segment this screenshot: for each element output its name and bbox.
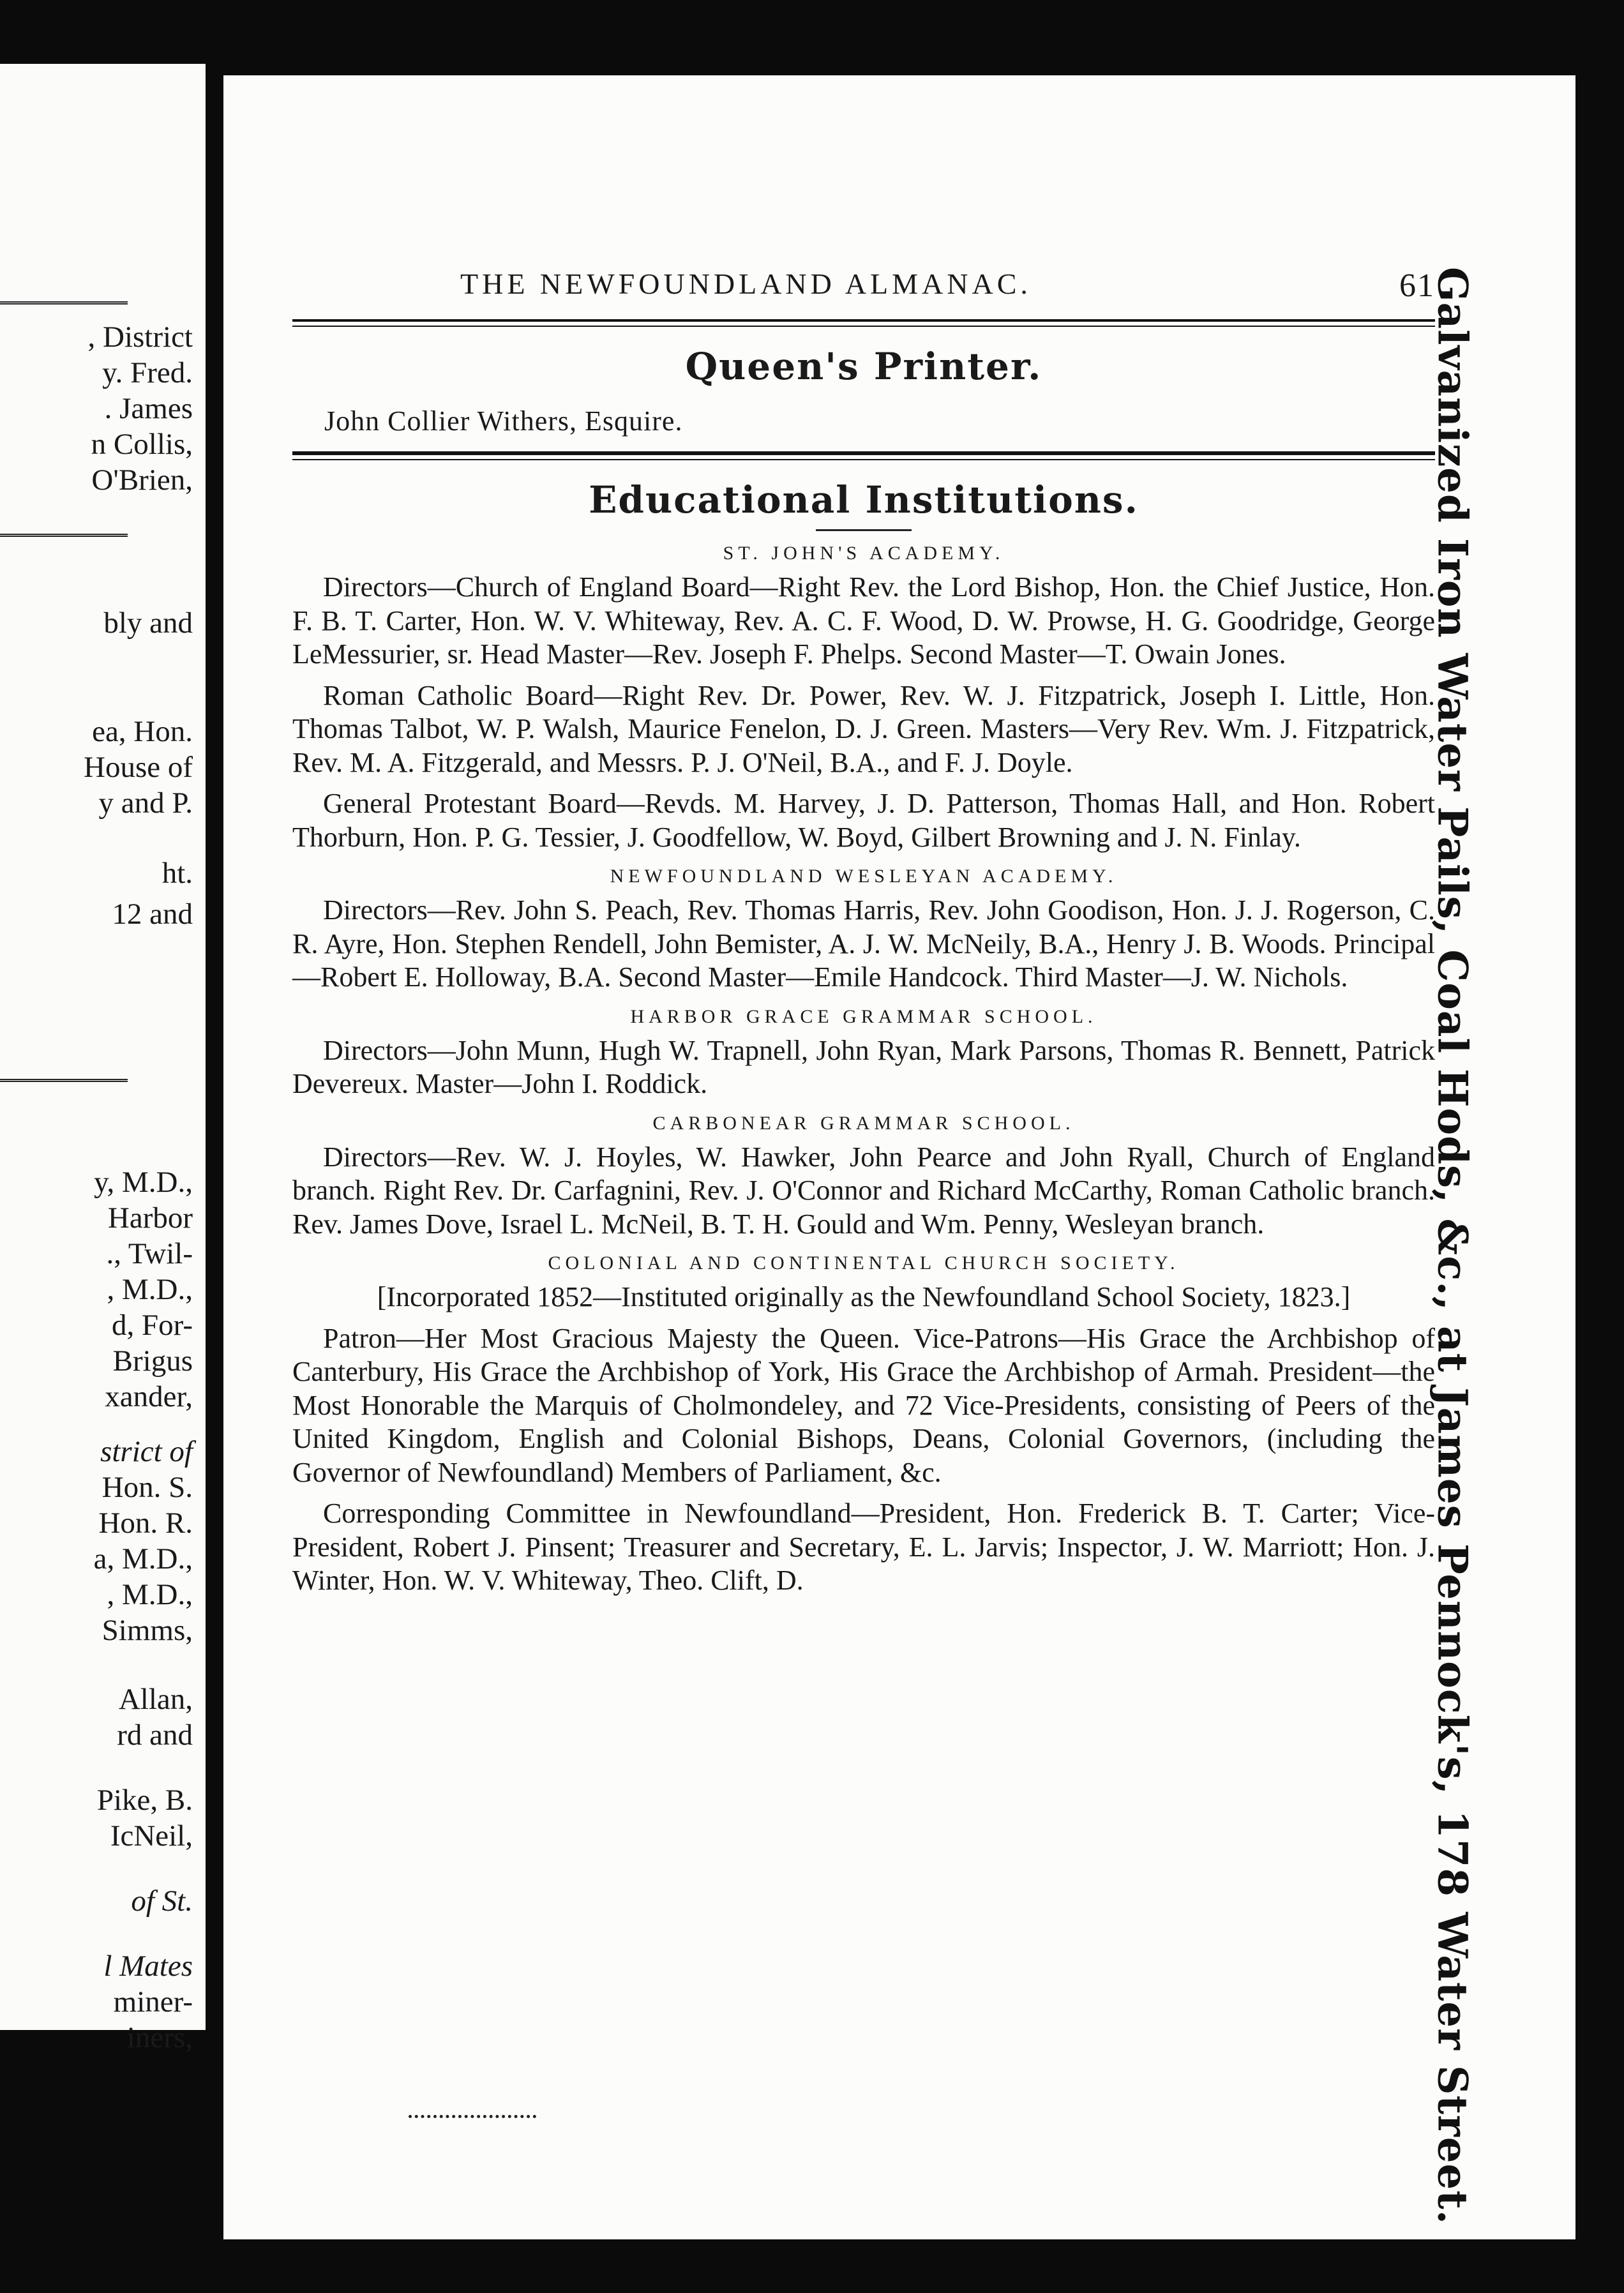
left-line: , M.D., (107, 1273, 193, 1306)
paragraph: Directors—John Munn, Hugh W. Trapnell, John Ryan, Mark Parsons, Thomas R. Bennett, Patrick Devereux. Master—John I. Roddick. (292, 1034, 1435, 1099)
left-line: . James (104, 392, 193, 425)
left-line: y, M.D., (94, 1166, 193, 1199)
left-line: strict of (100, 1435, 193, 1468)
left-line: a, M.D., (93, 1542, 193, 1575)
almanac-page (223, 75, 1575, 2239)
left-line: , District (87, 320, 193, 354)
previous-page-fragment (0, 64, 206, 2054)
queens-printer-name: John Collier Withers, Esquire. (324, 405, 683, 437)
left-line: rd and (117, 1718, 193, 1752)
left-rule (0, 301, 128, 304)
paragraph: General Protestant Board—Revds. M. Harvey, J. D. Patterson, Thomas Hall, and Hon. Robert Thorburn, Hon. P. G. Tessier, J. Goodfellow, W. Boyd, Gilbert Browning and J. N. Finlay. (292, 788, 1435, 853)
left-line: Simms, (102, 1614, 193, 1647)
bottom-ornament (409, 2115, 536, 2118)
left-line: miner- (113, 1985, 193, 2019)
left-line: n Collis, (91, 428, 193, 461)
page-number: 61 (1399, 267, 1435, 304)
left-line: Hon. R. (98, 1507, 193, 1540)
running-head (292, 267, 1435, 312)
left-line: of St. (131, 1884, 193, 1918)
left-line: 12 and (112, 898, 193, 931)
subheading-wesleyan-academy: NEWFOUNDLAND WESLEYAN ACADEMY. (610, 866, 1118, 887)
queens-printer-heading: Queen's Printer. (685, 345, 1042, 388)
left-line: Brigus (112, 1344, 193, 1378)
running-head-title: THE NEWFOUNDLAND ALMANAC. (460, 267, 1032, 300)
paragraph: Patron—Her Most Gracious Majesty the Queen. Vice-Patrons—His Grace the Archbishop of Canterbury, His Grace the Archbishop of York, His Grace the Archbishop of Armah. President—the Most Honorable the Marquis of Cholmondeley, and 72 Vice-Presidents, consisting of Peers of the United Kingdom, English and Colonial Bishops, Deans, Colonial Governors, (including the Governor of Newfoundland) Members of Parliament, &c. (292, 1322, 1435, 1488)
paragraph: Directors—Church of England Board—Right Rev. the Lord Bishop, Hon. the Chief Justice, Hon. F. B. T. Carter, Hon. W. V. Whiteway, Rev. A. C. F. Wood, D. W. Prowse, H. G. Goodridge, George LeMessurier, sr. Head Master—Rev. Joseph F. Phelps. Second Master—T. Owain Jones. (292, 571, 1435, 670)
left-line: ht. (162, 857, 193, 890)
left-line: Hon. S. (102, 1471, 193, 1504)
section-rule (292, 451, 1435, 460)
advertisement-strip (1408, 267, 1497, 2225)
left-line: y. Fred. (102, 356, 193, 389)
left-line: Allan, (118, 1683, 193, 1716)
subheading-st-johns-academy: ST. JOHN'S ACADEMY. (723, 543, 1005, 564)
educational-heading: Educational Institutions. (589, 478, 1139, 522)
page-content (292, 267, 1435, 1605)
paragraph: Roman Catholic Board—Right Rev. Dr. Power, Rev. W. J. Fitzpatrick, Joseph I. Little, Hon. Thomas Talbot, W. P. Walsh, Maurice Fenelon, D. J. Green. Masters—Very Rev. Wm. J. Fitzpatrick, Rev. M. A. Fitzgerald, and Messrs. P. J. O'Neil, B.A., and F. J. Doyle. (292, 679, 1435, 778)
left-line: bly and (103, 606, 193, 640)
advertisement-text: Galvanized Iron Water Pails, Coal Hods, &c., at James Pennock's, 178 Water Street. (1428, 267, 1477, 2225)
paragraph: Directors—Rev. W. J. Hoyles, W. Hawker, John Pearce and John Ryall, Church of England branch. Right Rev. Dr. Carfagnini, Rev. J. O'Connor and Richard McCarthy, Roman Catholic branch. Rev. James Dove, Israel L. McNeil, B. T. H. Gould and Wm. Penny, Wesleyan branch. (292, 1141, 1435, 1240)
subheading-harbor-grace-school: HARBOR GRACE GRAMMAR SCHOOL. (630, 1005, 1097, 1027)
left-line: IcNeil, (110, 1819, 193, 1853)
paragraph: Directors—Rev. John S. Peach, Rev. Thomas Harris, Rev. John Goodison, Hon. J. J. Rogerson, C. R. Ayre, Hon. Stephen Rendell, John Bemister, A. J. W. McNeily, B.A., Henry J. B. Woods. Principal—Robert E. Holloway, B.A. Second Master—Emile Handcock. Third Master—J. W. Nichols. (292, 894, 1435, 993)
header-rule (292, 319, 1435, 327)
left-line: xander, (105, 1380, 193, 1413)
left-rule (0, 1079, 128, 1082)
left-line: O'Brien, (91, 463, 193, 497)
paragraph: Corresponding Committee in Newfoundland—President, Hon. Frederick B. T. Carter; Vice-President, Robert J. Pinsent; Treasurer and Secretary, E. L. Jarvis; Inspector, J. W. Marriott; Hon. J. Winter, Hon. W. V. Whiteway, Theo. Clift, D. (292, 1498, 1435, 1596)
left-rule (0, 534, 128, 537)
left-line: y and P. (98, 786, 193, 820)
left-line: Harbor (107, 1201, 193, 1235)
incorporation-note: [Incorporated 1852—Instituted originally as the Newfoundland School Society, 1823.] (377, 1281, 1351, 1312)
left-line: , M.D., (107, 1578, 193, 1611)
left-line: Pike, B. (96, 1784, 193, 1817)
subheading-church-society: COLONIAL AND CONTINENTAL CHURCH SOCIETY. (548, 1252, 1180, 1274)
subheading-carbonear-school: CARBONEAR GRAMMAR SCHOOL. (652, 1112, 1075, 1134)
left-line: iners, (126, 2021, 193, 2054)
short-rule (816, 529, 912, 531)
left-line: House of (84, 751, 193, 784)
left-line: l Mates (103, 1950, 193, 1983)
left-line: ea, Hon. (92, 715, 193, 748)
left-line: ., Twil- (106, 1237, 193, 1270)
left-line: d, For- (111, 1309, 193, 1342)
